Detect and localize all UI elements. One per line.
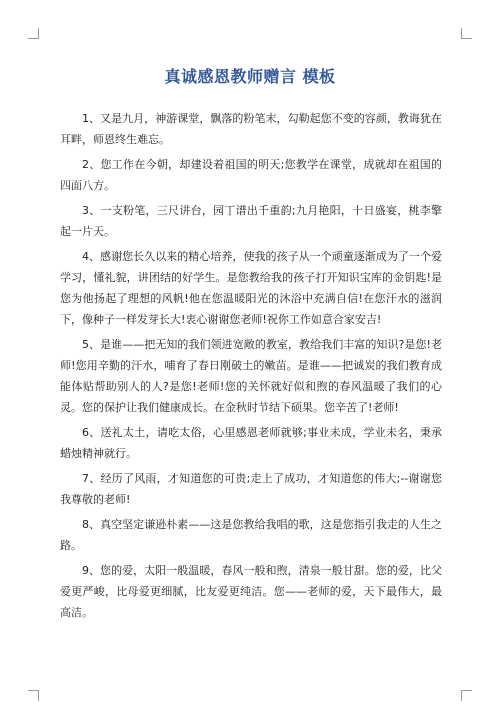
document-body xyxy=(60,108,442,627)
page-corner-mark-bottom-right xyxy=(461,690,472,701)
paragraph-2: 2、您工作在今朝，却建设着祖国的明天;您教学在课堂，成就却在祖国的四面八方。 xyxy=(60,158,442,192)
paragraph-1: 1、又是九月，神游课堂，飘落的粉笔末，勾勒起您不变的容颜，教诲犹在耳畔，师恩终生难忘。 xyxy=(60,112,442,146)
paragraph-3: 3、一支粉笔，三尺讲台，园丁谱出千重韵;九月艳阳，十日盛宴，桃李擎起一片天。 xyxy=(60,204,442,238)
paragraph-7: 7、经历了风雨，才知道您的可贵;走上了成功，才知道您的伟大;--谢谢您我尊敬的老师! xyxy=(60,472,442,506)
page-corner-mark-top-left xyxy=(28,28,39,39)
page-corner-mark-top-right xyxy=(461,28,472,39)
document-title: 真诚感恩教师赠言 模板 xyxy=(164,67,336,86)
paragraph-4: 4、感谢您长久以来的精心培养，使我的孩子从一个顽童逐渐成为了一个爱学习，懂礼貌，讲团结的好学生。是您教给我的孩子打开知识宝库的金钥匙!是您为他扬起了理想的风帆!他在您温暖阳光的沐浴中充满自信!在您汗水的滋润下，像种子一样发芽长大!衷心谢谢您老师!祝你工作如意合家安吉! xyxy=(60,250,442,326)
page-corner-mark-bottom-left xyxy=(28,690,39,701)
paragraph-8: 8、真空坚定谦逊朴素——这是您教给我唱的歌，这是您指引我走的人生之路。 xyxy=(60,518,442,552)
paragraph-6: 6、送礼太土，请吃太俗，心里感恩老师就够;事业未成，学业未名，秉承蜡烛精神就行。 xyxy=(60,426,442,460)
paragraph-9: 9、您的爱，太阳一般温暖，春风一般和煦，清泉一般甘甜。您的爱，比父爱更严峻，比母爱更细腻，比友爱更纯洁。您——老师的爱，天下最伟大，最高洁。 xyxy=(60,564,442,619)
paragraph-5: 5、是谁——把无知的我们领进宽敞的教室，教给我们丰富的知识?是您!老师!您用辛勤的汗水，哺育了春日刚破土的嫩苗。是谁——把诚炭的我们教育成能体贴帮助别人的人?是您!老师!您的关怀就好似和煦的春风温暖了我们的心灵。您的保护让我们健康成长。在金秋时节结下硕果。您辛苦了!老师! xyxy=(60,338,442,414)
